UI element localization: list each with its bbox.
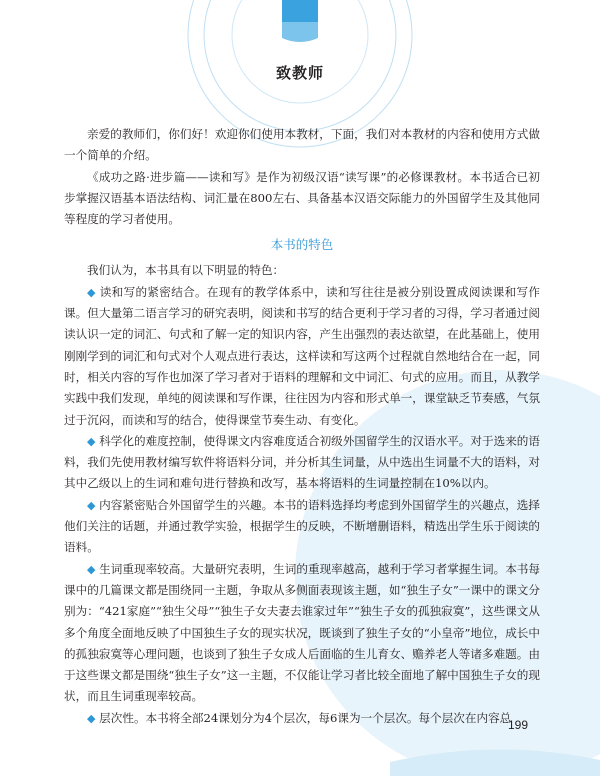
page-title: 致教师 [275,64,324,82]
feature-text: 层次性。本书将全部24课划分为4个层次，每6课为一个层次。每个层次在内容总 [99,710,512,725]
diamond-bullet-icon: ◆ [87,562,96,576]
diamond-bullet-icon: ◆ [87,285,96,299]
feature-text: 生词重现率较高。大量研究表明，生词的重现率越高，越利于学习者掌握生词。本书每课中的几篇课文都是围绕同一主题，争取从多侧面表现该主题，如“独生子女”一课中的课文分别为：“421家庭”“独生父母”“独生子女夫妻去谁家过年”“独生子女的孤独寂寞”，这些课文从多个角度全面地反映了中国独生子女的现实状况，既谈到了独生子女的“小皇帝”地位，成长中的孤独寂寞等心理问题，也谈到了独生子女成人后面临的生儿育女、赡养老人等诸多难题。由于这些课文都是围绕“独生子女”这一主题，不仅能让学习者比较全面地了解中国独生子女的现状，而且生词重现率较高。 [64,561,540,704]
body-text [64,124,540,729]
greeting-paragraph: 亲爱的教师们，你们好！欢迎你们使用本教材，下面，我们对本教材的内容和使用方式做一个简单的介绍。 [64,127,540,163]
feature-text: 内容紧密贴合外国留学生的兴趣。本书的语料选择均考虑到外国留学生的兴趣点，选择他们关注的话题，并通过教学实验，根据学生的反映，不断增删语料，精选出学生乐于阅读的语料。 [64,497,540,555]
section-title: 本书的特色 [270,237,334,253]
diamond-bullet-icon: ◆ [87,711,96,725]
feature-item [64,431,540,495]
lead-paragraph: 我们认为，本书具有以下明显的特色： [87,263,285,278]
intro-paragraph: 《成功之路·进步篇——读和写》是作为初级汉语“读写课”的必修课教材。本书适合已初步掌握汉语基本语法结构、词汇量在800左右、具备基本汉语交际能力的外国留学生及其他同等程度的学习者使用。 [64,169,540,227]
feature-item [64,559,540,708]
feature-item [64,495,540,559]
feature-item [64,708,540,729]
feature-text: 读和写的紧密结合。在现有的教学体系中，读和写往往是被分别设置成阅读课和写作课。但大量第二语言学习的研究表明，阅读和书写的结合更利于学习者的习得，学习者通过阅读认识一定的词汇、句式和了解一定的知识内容，产生出强烈的表达欲望，在此基础上，使用刚刚学到的词汇和句式对个人观点进行表达，这样读和写这两个过程就自然地结合在一起，同时，相关内容的写作也加深了学习者对于语料的理解和文中词汇、句式的应用。而且，从教学实践中我们发现，单纯的阅读课和写作课，往往因为内容和形式单一，课堂缺乏节奏感，气氛过于沉闷，而读和写的结合，使得课堂节奏生动、有变化。 [64,284,540,427]
diamond-bullet-icon: ◆ [87,498,96,512]
page-number: 199 [507,718,528,732]
diamond-bullet-icon: ◆ [87,434,96,448]
feature-text: 科学化的难度控制，使得课文内容难度适合初级外国留学生的汉语水平。对于选来的语料，我们先使用教材编写软件将语料分词，并分析其生词量，从中选出生词量不大的语料，对其中乙级以上的生词和难句进行替换和改写，基本将语料的生词量控制在10%以内。 [64,433,540,491]
feature-item [64,282,540,431]
